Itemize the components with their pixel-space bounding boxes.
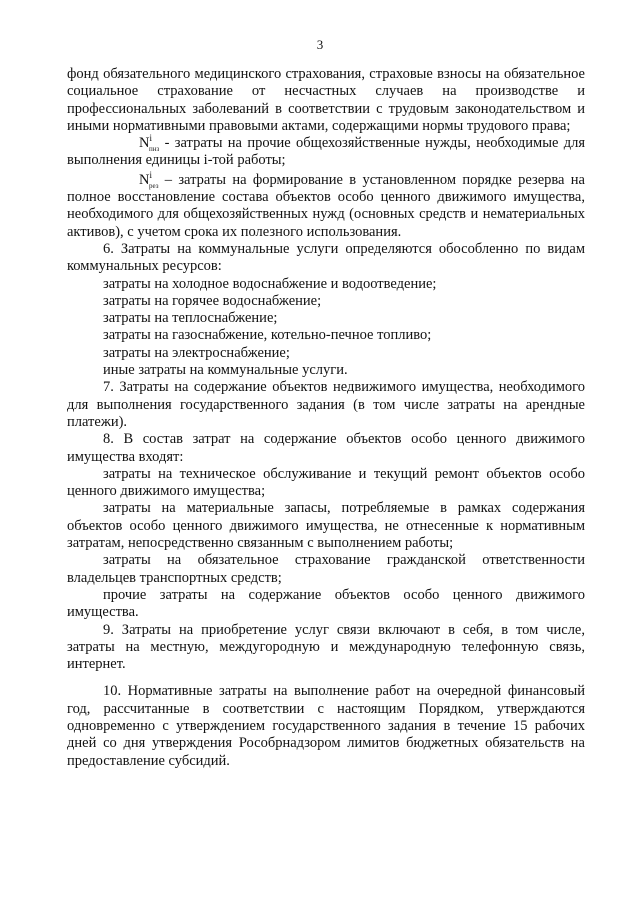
paragraph-item-10: 10. Нормативные затраты на выполнение работ на очередной финансовый год, рассчитанные в соответствии с настоящим Порядком, утверждаются одновременно с утверждением государственного задания в течение 15 рабочих дней со дня утверждения Рособрнадзором лимитов бюджетных обязательств на предоставление субсидий. xyxy=(67,683,585,769)
paragraph-item-9: 9. Затраты на приобретение услуг связи включают в себя, в том числе, затраты на местную, междугородную и международную телефонную связь, интернет. xyxy=(67,621,585,673)
list-item-vehicle-insurance: затраты на обязательное страхование гражданской ответственности владельцев транспортных средств; xyxy=(67,552,585,586)
list-item-other-utilities: иные затраты на коммунальные услуги. xyxy=(103,362,348,379)
paragraph-insurance-contributions: фонд обязательного медицинского страхования, страховые взносы на обязательное социальное страхование от несчастных случаев на производстве и профессиональных заболеваний в соответствии с трудовым законодательством и иными нормативными правовыми актами, содержащими нормы трудового права; xyxy=(67,66,585,134)
list-item-other-maintenance: прочие затраты на содержание объектов особо ценного движимого имущества. xyxy=(67,586,585,621)
list-item-materials: затраты на материальные запасы, потребляемые в рамках содержания объектов особо ценного движимого имущества, не отнесенные к нормативным затратам, непосредственно связанным с выполнением работы; xyxy=(67,500,585,552)
paragraph-item-6: 6. Затраты на коммунальные услуги определяются обособленно по видам коммунальных ресурсов: xyxy=(67,240,585,275)
list-item-maintenance: затраты на техническое обслуживание и текущий ремонт объектов особо ценного движимого имущества; xyxy=(67,465,585,500)
list-item-gas-fuel: затраты на газоснабжение, котельно-печное топливо; xyxy=(103,327,432,344)
page-number: 3 xyxy=(316,37,324,52)
paragraph-n-pnz-definition xyxy=(67,135,585,170)
formula-symbol-n-pnz: $N^i_{пнз}$ xyxy=(139,133,160,154)
list-item-hot-water: затраты на горячее водоснабжение; xyxy=(103,292,322,309)
document-body xyxy=(67,66,585,770)
paragraph-item-7: 7. Затраты на содержание объектов недвижимого имущества, необходимого для выполнения государственного задания (в том числе затраты на арендные платежи). xyxy=(67,379,585,430)
paragraph-n-rez-text: – затраты на формирование в установленном порядке резерва на полное восстановление состава объектов особо ценного движимого имущества, необходимого для общехозяйственных нужд (основных средств и нематериальных активов), с учетом срока их полезного использования. xyxy=(67,171,585,240)
list-item-electricity: затраты на электроснабжение; xyxy=(103,344,290,361)
list-item-cold-water: затраты на холодное водоснабжение и водоотведение; xyxy=(103,275,437,292)
formula-symbol-n-rez: $N^i_{рез}$ xyxy=(139,169,159,190)
paragraph-item-8: 8. В состав затрат на содержание объектов особо ценного движимого имущества входят: xyxy=(67,431,585,465)
paragraph-n-rez-definition xyxy=(67,169,585,241)
paragraph-n-pnz-text: - затраты на прочие общехозяйственные нужды, необходимые для выполнения единицы i-той работы; xyxy=(67,135,585,169)
list-item-heating: затраты на теплоснабжение; xyxy=(103,310,278,327)
